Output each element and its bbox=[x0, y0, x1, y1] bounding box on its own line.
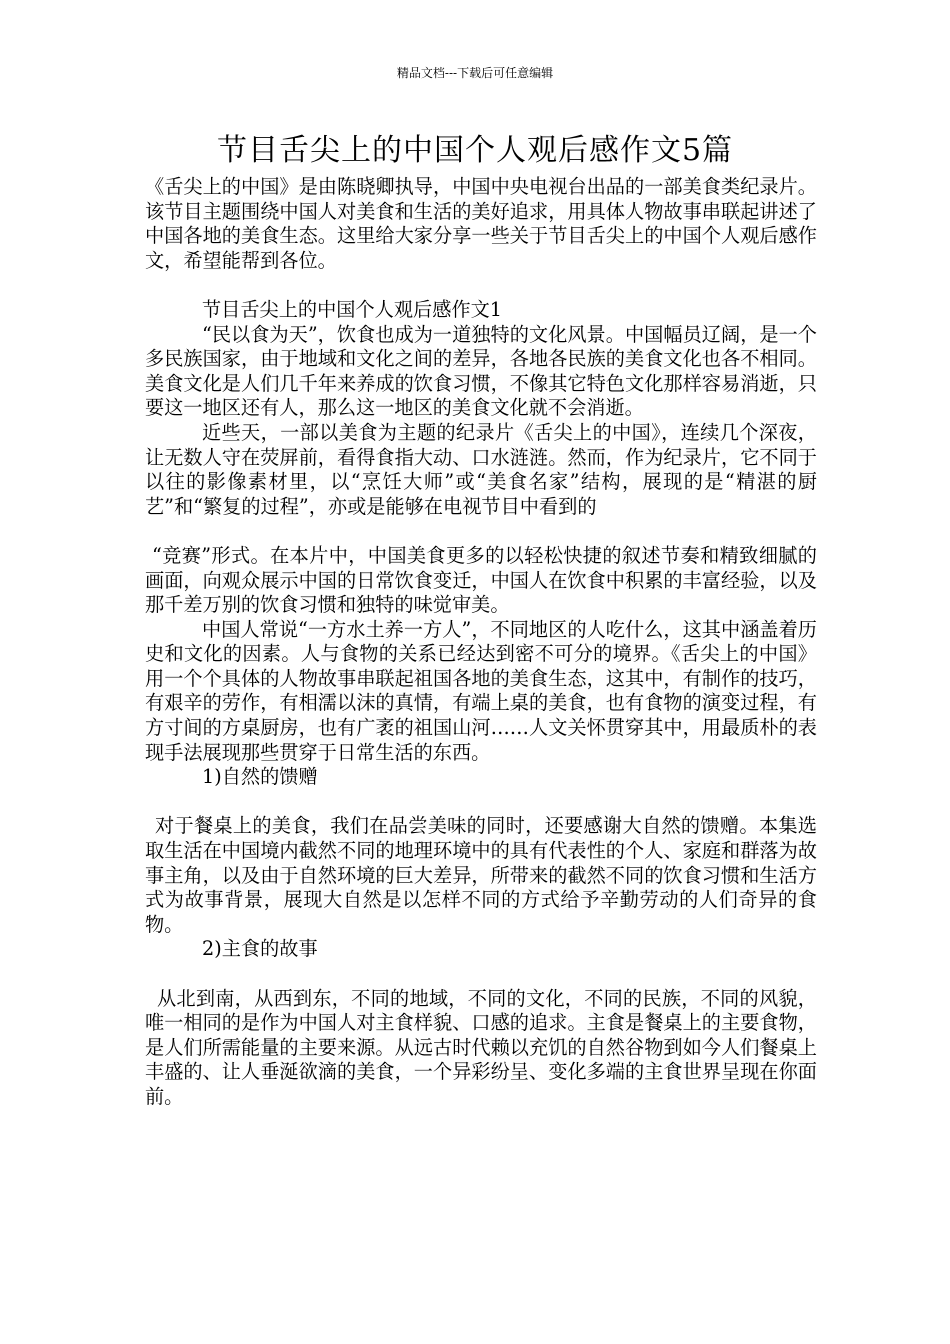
spacer bbox=[145, 519, 817, 544]
section-2-text: 从北到南，从西到东，不同的地域，不同的文化，不同的民族，不同的风貌，唯一相同的是作为中国人对主食样貌、口感的追求。主食是餐桌上的主要食物，是人们所需能量的主要来源。从远古时代赖以充饥的自然谷物到如今人们餐桌上丰盛的、让人垂涎欲滴的美食，一个异彩纷呈、变化多端的主食世界呈现在你面前。 bbox=[145, 986, 817, 1108]
page-header: 精品文档---下载后可任意编辑 bbox=[396, 66, 554, 80]
spacer bbox=[145, 273, 817, 298]
paragraph-3: “竞赛”形式。在本片中，中国美食更多的以轻松快捷的叙述节奏和精致细腻的画面，向观众展示中国的日常饮食变迁，中国人在饮食中积累的丰富经验，以及那千差万别的饮食习惯和独特的味觉审美。 bbox=[145, 543, 817, 617]
document-body bbox=[145, 175, 817, 1110]
document-title: 节目舌尖上的中国个人观后感作文5篇 bbox=[216, 133, 734, 168]
section-1-text: 对于餐桌上的美食，我们在品尝美味的同时，还要感谢大自然的馈赠。本集选取生活在中国境内截然不同的地理环境中的具有代表性的个人、家庭和群落为故事主角，以及由于自然环境的巨大差异，所带来的截然不同的饮食习惯和生活方式为故事背景，展现大自然是以怎样不同的方式给予辛勤劳动的人们奇异的食物。 bbox=[145, 814, 817, 936]
section-1-heading: 1)自然的馈赠 bbox=[202, 765, 318, 789]
spacer bbox=[145, 790, 817, 815]
paragraph-4: 中国人常说“一方水土养一方人”，不同地区的人吃什么，这其中涵盖着历史和文化的因素。人与食物的关系已经达到密不可分的境界。《舌尖上的中国》用一个个具体的人物故事串联起祖国各地的美食生态，这其中，有制作的技巧，有艰辛的劳作，有相濡以沫的真情，有端上桌的美食，也有食物的演变过程，有方寸间的方桌厨房，也有广袤的祖国山河……人文关怀贯穿其中，用最质朴的表现手法展现那些贯穿于日常生活的东西。 bbox=[145, 617, 817, 764]
section-2-heading: 2)主食的故事 bbox=[202, 937, 318, 961]
paragraph-1: “民以食为天”，饮食也成为一道独特的文化风景。中国幅员辽阔，是一个多民族国家，由于地域和文化之间的差异，各地各民族的美食文化也各不相同。美食文化是人们几千年来养成的饮食习惯，不像其它特色文化那样容易消逝，只要这一地区还有人，那么这一地区的美食文化就不会消逝。 bbox=[145, 322, 817, 420]
essay-1-heading: 节目舌尖上的中国个人观后感作文1 bbox=[202, 297, 503, 321]
spacer bbox=[145, 962, 817, 987]
intro-paragraph: 《舌尖上的中国》是由陈晓卿执导，中国中央电视台出品的一部美食类纪录片。该节目主题围绕中国人对美食和生活的美好追求，用具体人物故事串联起讲述了中国各地的美食生态。这里给大家分享一些关于节目舌尖上的中国个人观后感作文，希望能帮到各位。 bbox=[145, 175, 817, 272]
paragraph-2: 近些天，一部以美食为主题的纪录片《舌尖上的中国》，连续几个深夜，让无数人守在荧屏前，看得食指大动、口水涟涟。然而，作为纪录片，它不同于以往的影像素材里，以“烹饪大师”或“美食名家”结构，展现的是“精湛的厨艺”和“繁复的过程”，亦或是能够在电视节目中看到的 bbox=[145, 420, 817, 518]
